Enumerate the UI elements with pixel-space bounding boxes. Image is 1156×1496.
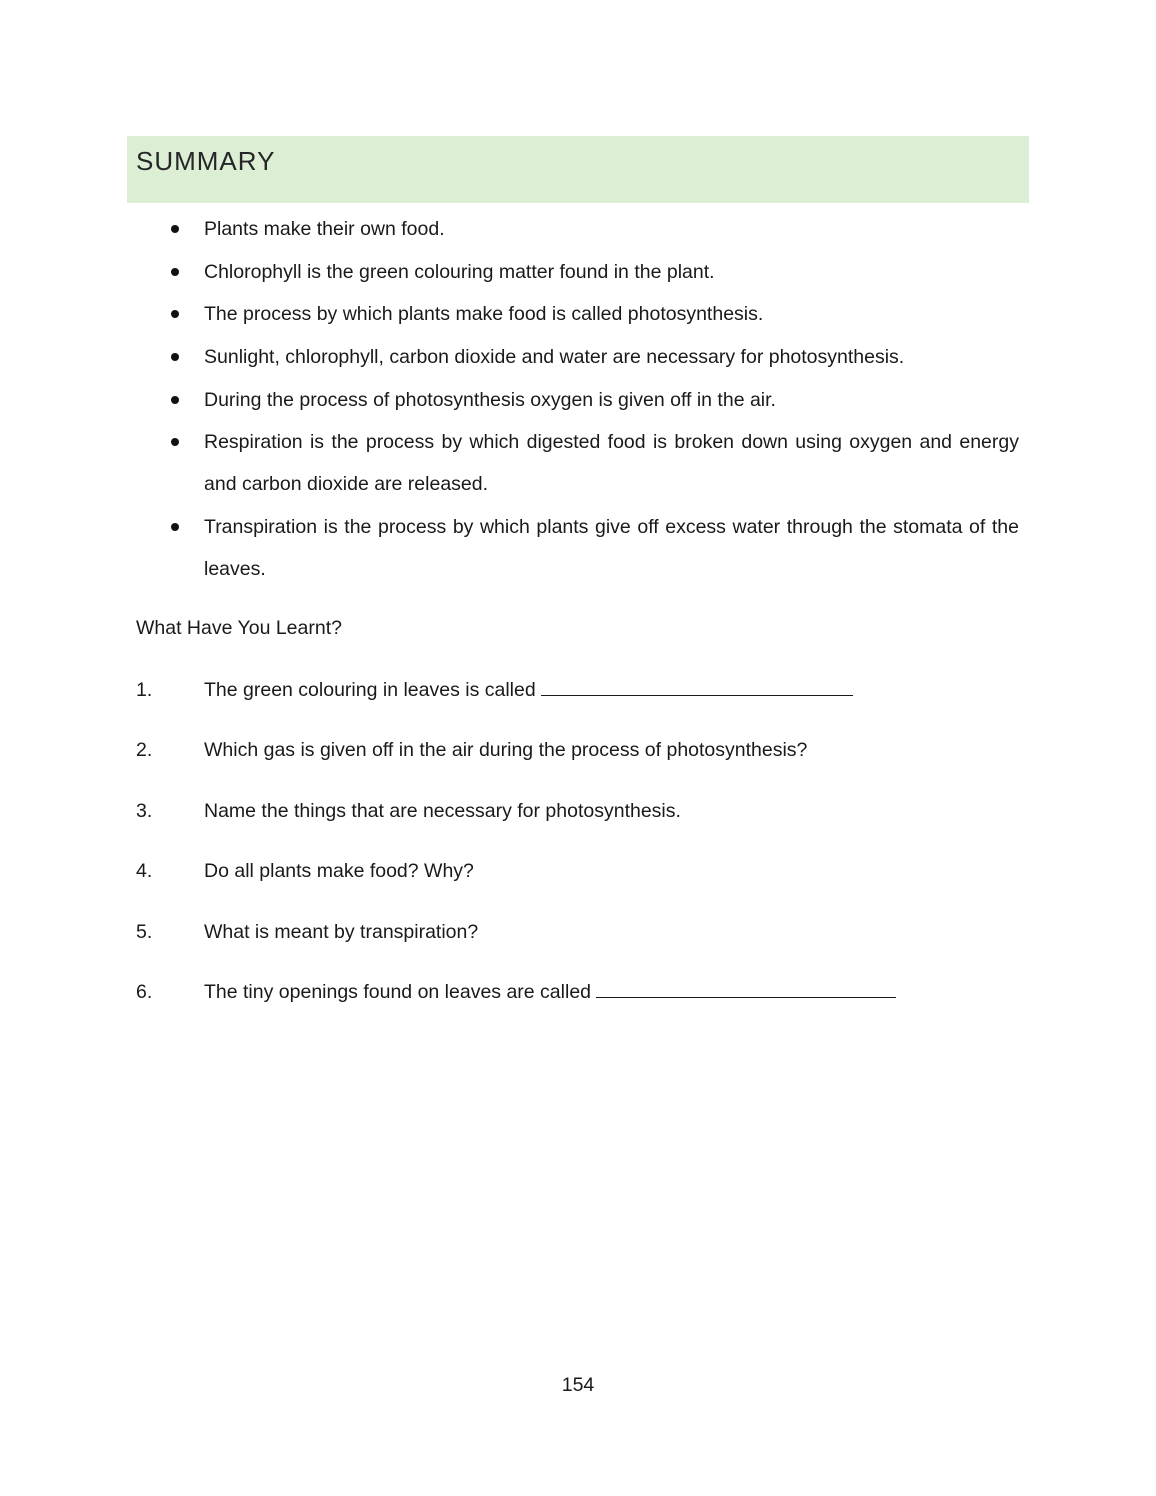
question-text: Which gas is given off in the air during the process of photosynthesis? [204, 739, 808, 761]
learnt-section-title: What Have You Learnt? [136, 617, 342, 639]
answer-blank-line[interactable] [596, 979, 896, 998]
question-number: 4. [136, 860, 153, 882]
summary-bullet-item [171, 421, 1019, 505]
summary-bullet-text: Sunlight, chlorophyll, carbon dioxide and water are necessary for photosynthesis. [204, 346, 905, 368]
bullet-dot-icon [171, 523, 179, 531]
bullet-dot-icon [171, 396, 179, 404]
bullet-dot-icon [171, 225, 179, 233]
question-number: 6. [136, 981, 153, 1003]
question-number: 1. [136, 679, 153, 701]
question-text-wrapper [204, 677, 853, 703]
summary-bullet-text: The process by which plants make food is called photosynthesis. [204, 303, 764, 325]
question-text: Name the things that are necessary for photosynthesis. [204, 800, 681, 822]
question-text: What is meant by transpiration? [204, 921, 479, 943]
question-text: Do all plants make food? Why? [204, 860, 474, 882]
question-text-wrapper [204, 979, 896, 1005]
summary-bullet-text: Transpiration is the process by which plants give off excess water through the stomata of the leaves. [204, 516, 1019, 580]
summary-bullet-text: Respiration is the process by which digested food is broken down using oxygen and energy and carbon dioxide are released. [204, 431, 1019, 495]
question-number: 2. [136, 739, 153, 761]
bullet-dot-icon [171, 268, 179, 276]
question-text: The green colouring in leaves is called [204, 679, 536, 701]
question-text: The tiny openings found on leaves are called [204, 981, 592, 1003]
answer-blank-line[interactable] [541, 677, 853, 696]
bullet-dot-icon [171, 353, 179, 361]
summary-bullet-item [171, 251, 1019, 293]
summary-bullet-item [171, 208, 1019, 250]
summary-bullet-item [171, 293, 1019, 335]
summary-bullet-item [171, 379, 1019, 421]
bullet-dot-icon [171, 310, 179, 318]
summary-bullet-text: During the process of photosynthesis oxygen is given off in the air. [204, 389, 776, 411]
bullet-dot-icon [171, 438, 179, 446]
summary-heading: SUMMARY [136, 146, 276, 176]
question-number: 5. [136, 921, 153, 943]
summary-bullet-text: Chlorophyll is the green colouring matter found in the plant. [204, 261, 715, 283]
summary-bullet-text: Plants make their own food. [204, 218, 445, 240]
summary-heading-band [127, 136, 1029, 203]
summary-bullet-item [171, 506, 1019, 590]
page-number: 154 [561, 1374, 595, 1396]
summary-bullet-item [171, 336, 1019, 378]
question-number: 3. [136, 800, 153, 822]
